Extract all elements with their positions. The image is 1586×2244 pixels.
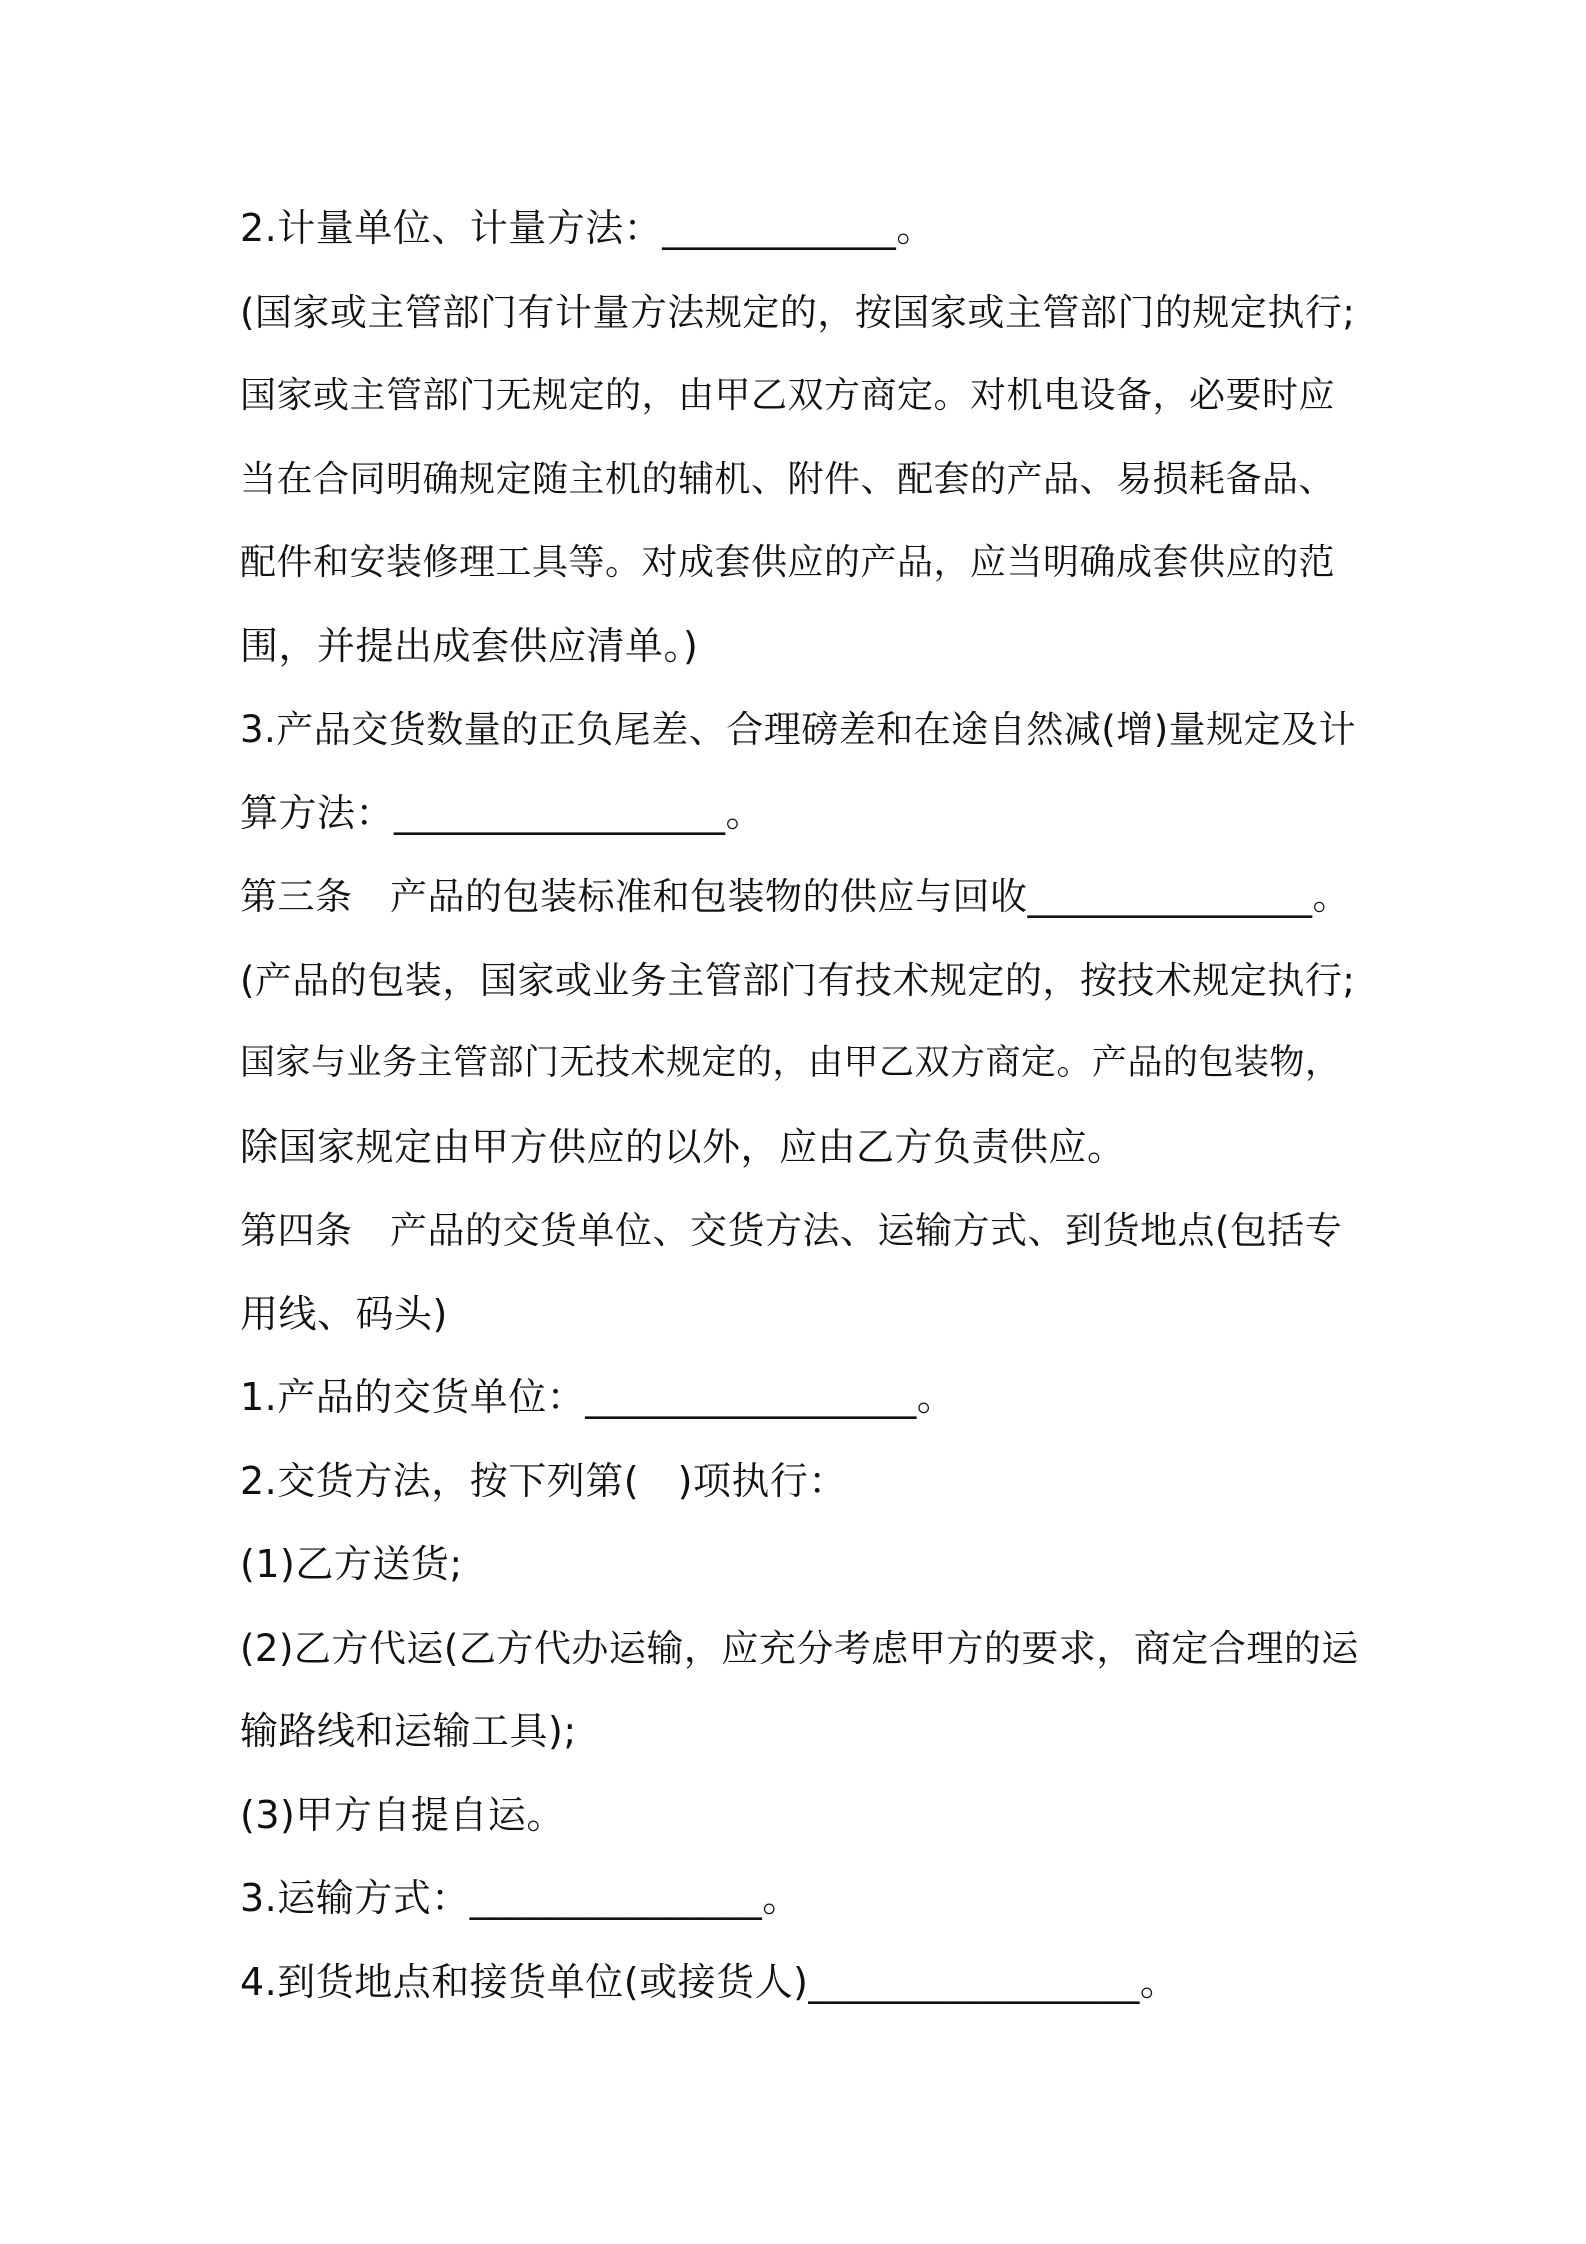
packaging-note-line: 国家与业务主管部门无技术规定的，由甲乙双方商定。产品的包装物， bbox=[240, 1043, 1341, 1083]
article-4-heading: 用线、码头) bbox=[240, 1291, 448, 1336]
measurement-note-line: 国家或主管部门无规定的，由甲乙双方商定。对机电设备，必要时应 bbox=[240, 375, 1336, 416]
packaging-note-line: (产品的包装，国家或业务主管部门有技术规定的，按技术规定执行; bbox=[240, 958, 1356, 1002]
packaging-note-line: 除国家规定由甲方供应的以外，应由乙方负责供应。 bbox=[240, 1124, 1126, 1169]
arrival-place-item: 4.到货地点和接货单位(或接货人)_________________。 bbox=[240, 1959, 1179, 2004]
article-4-heading: 第四条 产品的交货单位、交货方法、运输方式、到货地点(包括专 bbox=[240, 1209, 1343, 1252]
delivery-option-3: (3)甲方自提自运。 bbox=[240, 1792, 565, 1837]
clause-3-quantity-tolerance: 算方法：_________________。 bbox=[240, 790, 765, 835]
delivery-option-1: (1)乙方送货; bbox=[240, 1542, 463, 1586]
delivery-option-2: (2)乙方代运(乙方代办运输，应充分考虑甲方的要求，商定合理的运 bbox=[240, 1626, 1359, 1670]
clause-2-measurement-unit: 2.计量单位、计量方法：____________。 bbox=[240, 206, 935, 250]
measurement-note-line: 当在合同明确规定随主机的辅机、附件、配套的产品、易损耗备品、 bbox=[240, 458, 1336, 500]
delivery-method-item: 2.交货方法，按下列第( )项执行： bbox=[240, 1458, 847, 1503]
delivery-option-2: 输路线和运输工具); bbox=[240, 1709, 577, 1753]
transport-method-item: 3.运输方式：_______________。 bbox=[240, 1876, 801, 1920]
measurement-note-line: 配件和安装修理工具等。对成套供应的产品，应当明确成套供应的范 bbox=[240, 542, 1336, 583]
contract-text-body bbox=[240, 187, 1360, 2024]
measurement-note-line: 围，并提出成套供应清单。) bbox=[240, 623, 699, 668]
delivery-unit-item: 1.产品的交货单位：_________________。 bbox=[240, 1375, 956, 1419]
measurement-note-line: (国家或主管部门有计量方法规定的，按国家或主管部门的规定执行; bbox=[240, 290, 1356, 334]
clause-3-quantity-tolerance: 3.产品交货数量的正负尾差、合理磅差和在途自然减(增)量规定及计 bbox=[240, 708, 1357, 751]
article-3-heading: 第三条 产品的包装标准和包装物的供应与回收_______________。 bbox=[240, 875, 1350, 918]
